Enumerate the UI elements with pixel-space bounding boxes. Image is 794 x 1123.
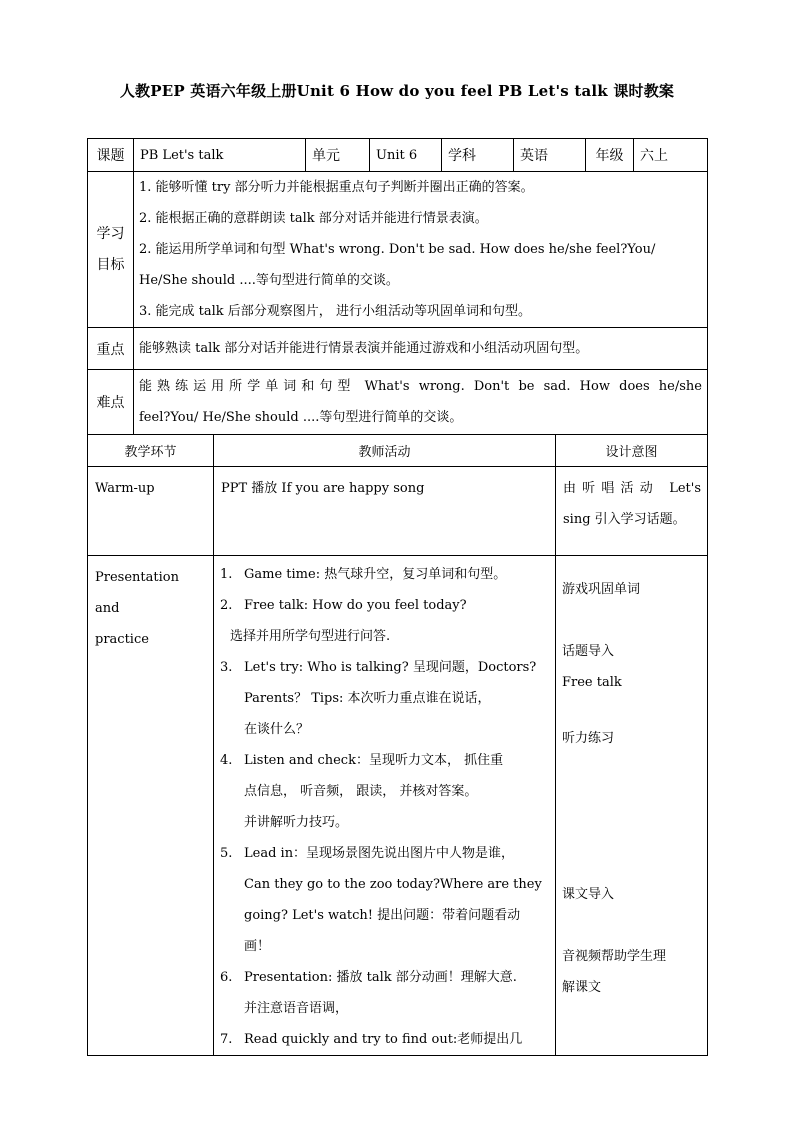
intent-item: 解课文 bbox=[562, 980, 602, 995]
difficulty-row bbox=[88, 370, 708, 435]
presentation-row bbox=[88, 556, 708, 1056]
warmup-intent-line: 由听唱活动 Let's bbox=[563, 481, 701, 496]
page-title: 人教PEP 英语六年级上册Unit 6 How do you feel PB Let's talk 课时教案 bbox=[119, 82, 675, 100]
warmup-row bbox=[88, 467, 708, 556]
design-intent-header: 设计意图 bbox=[556, 435, 708, 467]
goals-label bbox=[88, 172, 134, 328]
activity-item bbox=[220, 1024, 549, 1055]
activity-number: 7. bbox=[220, 1032, 233, 1047]
presentation-stage-line: practice bbox=[95, 632, 149, 647]
goal-item: 1. 能够听懂 try 部分听力并能根据重点句子判断并圈出正确的答案。 bbox=[139, 180, 534, 195]
goals-content bbox=[134, 172, 708, 328]
activity-number: 3. bbox=[220, 660, 233, 675]
stage-header: 教学环节 bbox=[88, 435, 214, 467]
unit-label: 单元 bbox=[306, 139, 370, 172]
activity-line: Read quickly and try to find out:老师提出几 bbox=[244, 1032, 523, 1047]
activity-line: 并讲解听力技巧。 bbox=[244, 815, 349, 830]
activity-item bbox=[220, 962, 549, 1024]
warmup-intent bbox=[556, 467, 708, 556]
activity-number: 6. bbox=[220, 970, 233, 985]
activity-line: 点信息， 听音频， 跟读， 并核对答案。 bbox=[244, 784, 478, 799]
key-point-text bbox=[134, 328, 708, 370]
activity-line: Presentation: 播放 talk 部分动画！理解大意. bbox=[244, 970, 517, 985]
activity-item bbox=[220, 838, 549, 962]
presentation-intents bbox=[556, 556, 708, 1056]
intent-item: 课文导入 bbox=[562, 887, 615, 902]
teaching-process-table bbox=[87, 434, 708, 1056]
activity-item bbox=[220, 559, 549, 590]
warmup-activity: PPT 播放 If you are happy song bbox=[214, 467, 556, 556]
lesson-info-table bbox=[87, 138, 708, 435]
activity-list bbox=[214, 556, 555, 1055]
activity-line: going? Let's watch! 提出问题：带着问题看动 bbox=[244, 908, 521, 923]
difficulty-line: feel?You/ He/She should ....等句型进行简单的交谈。 bbox=[139, 410, 463, 425]
unit-value: Unit 6 bbox=[370, 139, 442, 172]
presentation-stage-line: Presentation and bbox=[95, 570, 179, 616]
info-row bbox=[88, 139, 708, 172]
presentation-activities bbox=[214, 556, 556, 1056]
difficulty-line: 能熟练运用所学单词和句型 What's wrong. Don't be sad. How does he/she bbox=[139, 379, 702, 394]
activity-number: 2. bbox=[220, 598, 233, 613]
intent-item: 音视频帮助学生理 bbox=[562, 949, 667, 964]
activity-line: Can they go to the zoo today?Where are they bbox=[244, 877, 542, 892]
intent-item: 游戏巩固单词 bbox=[562, 582, 641, 597]
activity-line: 在谈什么？ bbox=[244, 722, 310, 737]
warmup-stage: Warm-up bbox=[88, 467, 214, 556]
intent-item: 听力练习 bbox=[562, 731, 615, 746]
goals-label-line1: 学习 bbox=[96, 225, 125, 242]
intent-item: 话题导入 bbox=[562, 644, 615, 659]
activity-line: Listen and check：呈现听力文本， 抓住重 bbox=[244, 753, 504, 768]
activity-line: 并注意语音语调， bbox=[244, 1001, 349, 1016]
key-point-line: 能够熟读 talk 部分对话并能进行情景表演并能通过游戏和小组活动巩固句型。 bbox=[139, 341, 589, 356]
activity-line: Let's try: Who is talking? 呈现问题，Doctors? bbox=[244, 660, 537, 675]
activity-number: 4. bbox=[220, 753, 233, 768]
goals-label-line2: 目标 bbox=[96, 256, 125, 273]
activity-line: 画！ bbox=[244, 939, 271, 954]
grade-label: 年级 bbox=[586, 139, 634, 172]
activity-line: 选择并用所学句型进行问答. bbox=[230, 629, 391, 644]
activity-extra bbox=[220, 621, 549, 652]
activity-line: Lead in：呈现场景图先说出图片中人物是谁， bbox=[244, 846, 515, 861]
goals-row bbox=[88, 172, 708, 328]
activity-line: Free talk: How do you feel today? bbox=[244, 598, 467, 613]
intent-item: Free talk bbox=[562, 675, 622, 690]
goal-item: 2. 能运用所学单词和句型 What's wrong. Don't be sad. How does he/she feel?You/ bbox=[139, 242, 656, 257]
subject-value: 英语 bbox=[514, 139, 586, 172]
subject-label: 学科 bbox=[442, 139, 514, 172]
key-point-row bbox=[88, 328, 708, 370]
topic-value: PB Let's talk bbox=[134, 139, 306, 172]
activity-line: Game time: 热气球升空，复习单词和句型。 bbox=[244, 567, 507, 582]
activity-number: 5. bbox=[220, 846, 233, 861]
difficulty-text bbox=[134, 370, 708, 435]
activity-item bbox=[220, 745, 549, 838]
presentation-stage bbox=[88, 556, 214, 1056]
intent-list bbox=[556, 574, 707, 1003]
grade-value: 六上 bbox=[634, 139, 708, 172]
warmup-intent-line: sing 引入学习话题。 bbox=[563, 512, 686, 527]
process-header-row bbox=[88, 435, 708, 467]
activity-item bbox=[220, 590, 549, 621]
difficulty-label: 难点 bbox=[88, 370, 134, 435]
goal-item: He/She should ....等句型进行简单的交谈。 bbox=[139, 273, 399, 288]
topic-label: 课题 bbox=[88, 139, 134, 172]
activity-number: 1. bbox=[220, 567, 233, 582]
activity-line: Parents？ Tips: 本次听力重点谁在说话， bbox=[244, 691, 491, 706]
activity-item bbox=[220, 652, 549, 745]
goal-item: 2. 能根据正确的意群朗读 talk 部分对话并能进行情景表演。 bbox=[139, 211, 488, 226]
goal-item: 3. 能完成 talk 后部分观察图片， 进行小组活动等巩固单词和句型。 bbox=[139, 304, 531, 319]
teacher-activity-header: 教师活动 bbox=[214, 435, 556, 467]
key-point-label: 重点 bbox=[88, 328, 134, 370]
